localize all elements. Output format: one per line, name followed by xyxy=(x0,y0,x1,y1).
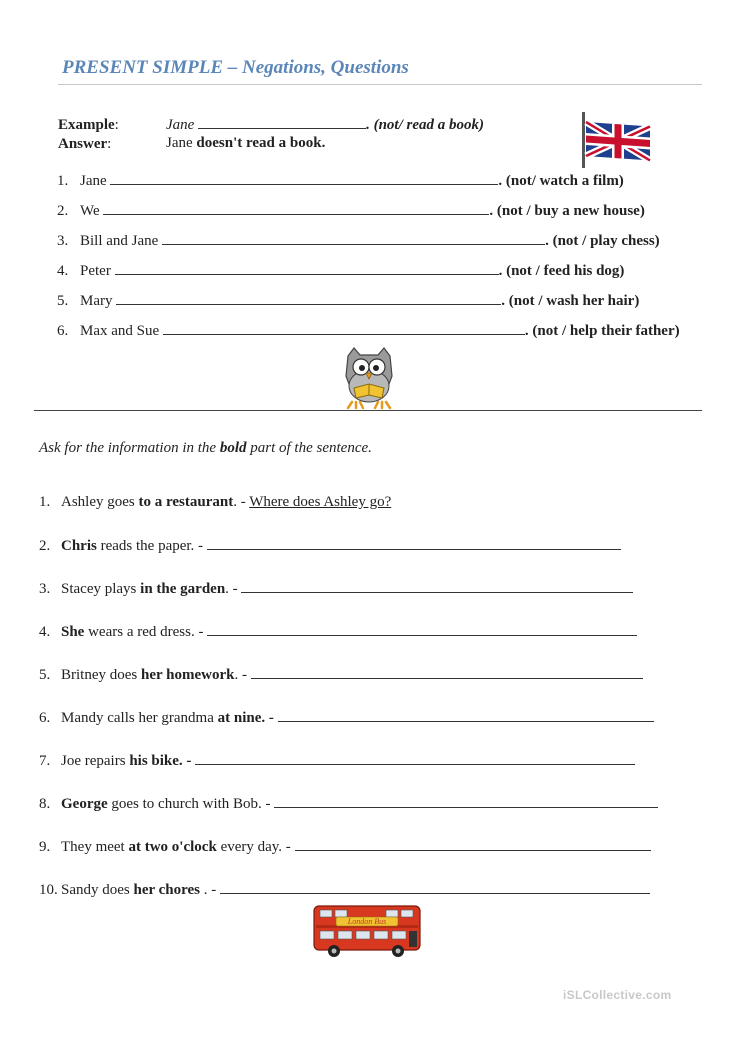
sentence-text-end: every day. - xyxy=(216,839,291,855)
instruction-bold: bold xyxy=(219,440,247,456)
item-number: 3. xyxy=(57,233,69,249)
example-sentence xyxy=(166,116,484,134)
item-subject: Bill and Jane xyxy=(80,233,159,249)
sentence-text: Mandy calls her grandma xyxy=(61,710,218,726)
example-blank xyxy=(198,116,366,129)
sentence-text-end: . - xyxy=(200,882,217,898)
negation-item xyxy=(57,292,639,310)
answer-prefix: Jane xyxy=(166,135,193,151)
item-hint: . (not / wash her hair) xyxy=(501,293,640,309)
example-answer: Where does Ashley go? xyxy=(249,494,392,510)
item-subject: Max and Sue xyxy=(80,323,160,339)
sentence-text-end: goes to church with Bob. - xyxy=(107,796,271,812)
question-item xyxy=(39,623,637,641)
sentence-bold: at nine. - xyxy=(217,710,274,726)
page-title: PRESENT SIMPLE – Negations, Questions xyxy=(62,57,409,78)
item-subject: Jane xyxy=(80,173,107,189)
answer-label: Answer xyxy=(58,136,108,152)
answer-blank[interactable] xyxy=(163,322,525,335)
bus-sign-text: London Bus xyxy=(347,917,387,926)
item-number: 4. xyxy=(39,624,51,640)
site-watermark: iSLCollective.com xyxy=(563,988,672,1002)
item-hint: . (not / help their father) xyxy=(524,323,680,339)
item-subject: Mary xyxy=(80,293,113,309)
question-item xyxy=(39,494,391,511)
item-number: 1. xyxy=(39,494,51,510)
question-item xyxy=(39,795,658,813)
instruction-text: Ask for the information in the xyxy=(39,440,220,456)
answer-blank[interactable] xyxy=(195,752,635,765)
sentence-bold: She xyxy=(61,624,85,640)
example-hint: . (not/ read a book) xyxy=(366,117,484,133)
title-divider xyxy=(58,84,702,85)
sentence-text: Britney does xyxy=(61,667,141,683)
instruction-text-end: part of the sentence. xyxy=(246,440,372,456)
item-hint: . (not / buy a new house) xyxy=(489,203,645,219)
sentence-text-end: . - xyxy=(233,494,246,510)
answer-blank[interactable] xyxy=(207,537,621,550)
answer-sentence xyxy=(166,135,325,152)
question-item xyxy=(39,838,651,856)
answer-blank[interactable] xyxy=(274,795,658,808)
item-number: 2. xyxy=(57,203,69,219)
question-item xyxy=(39,752,635,770)
item-hint: . (not / feed his dog) xyxy=(498,263,625,279)
example-label: Example xyxy=(58,117,115,133)
answer-bold: doesn't read a book. xyxy=(196,135,326,151)
answer-blank[interactable] xyxy=(103,202,489,215)
example-row xyxy=(58,116,119,134)
answer-blank[interactable] xyxy=(278,709,654,722)
sentence-text: Stacey plays xyxy=(61,581,141,597)
example-colon: : xyxy=(114,117,119,133)
sentence-text-end: . - xyxy=(234,667,247,683)
negation-item xyxy=(57,322,680,340)
item-hint: . (not/ watch a film) xyxy=(498,173,624,189)
negation-item xyxy=(57,202,645,220)
item-number: 5. xyxy=(57,293,69,309)
negation-item xyxy=(57,172,624,190)
sentence-text-end: wears a red dress. - xyxy=(84,624,204,640)
answer-row xyxy=(58,135,111,153)
item-number: 6. xyxy=(39,710,51,726)
item-number: 1. xyxy=(57,173,69,189)
item-subject: We xyxy=(80,203,100,219)
sentence-bold: George xyxy=(61,796,108,812)
negation-item xyxy=(57,232,660,250)
item-hint: . (not / play chess) xyxy=(545,233,660,249)
answer-blank[interactable] xyxy=(295,838,651,851)
question-item xyxy=(39,881,650,899)
item-number: 9. xyxy=(39,839,51,855)
sentence-text: Sandy does xyxy=(61,882,134,898)
owl-reading-icon xyxy=(338,346,400,410)
answer-colon: : xyxy=(107,136,112,152)
sentence-text: Ashley goes xyxy=(61,494,139,510)
instruction xyxy=(39,440,372,457)
item-number: 10. xyxy=(39,882,58,898)
uk-flag-icon xyxy=(578,110,658,170)
negation-item xyxy=(57,262,624,280)
sentence-text: Joe repairs xyxy=(61,753,130,769)
answer-blank[interactable] xyxy=(116,292,501,305)
answer-blank[interactable] xyxy=(241,580,633,593)
answer-blank[interactable] xyxy=(207,623,637,636)
sentence-bold: to a restaurant xyxy=(138,494,234,510)
item-subject: Peter xyxy=(80,263,111,279)
question-item xyxy=(39,580,633,598)
item-number: 3. xyxy=(39,581,51,597)
question-item xyxy=(39,537,621,555)
sentence-bold: Chris xyxy=(61,538,97,554)
answer-blank[interactable] xyxy=(115,262,499,275)
example-subject: Jane xyxy=(166,117,195,133)
item-number: 7. xyxy=(39,753,51,769)
question-item xyxy=(39,666,643,684)
item-number: 2. xyxy=(39,538,51,554)
sentence-text-end: . - xyxy=(225,581,238,597)
question-item xyxy=(39,709,654,727)
answer-blank[interactable] xyxy=(220,881,650,894)
section-divider xyxy=(34,410,702,411)
sentence-bold: at two o'clock xyxy=(128,839,217,855)
sentence-bold: his bike. - xyxy=(129,753,192,769)
sentence-bold: her homework xyxy=(141,667,235,683)
sentence-text: They meet xyxy=(61,839,129,855)
london-bus-icon xyxy=(310,902,426,962)
item-number: 6. xyxy=(57,323,69,339)
sentence-bold: in the garden xyxy=(140,581,226,597)
sentence-text-end: reads the paper. - xyxy=(96,538,204,554)
item-number: 8. xyxy=(39,796,51,812)
item-number: 5. xyxy=(39,667,51,683)
sentence-bold: her chores xyxy=(133,882,201,898)
answer-blank[interactable] xyxy=(110,172,498,185)
item-number: 4. xyxy=(57,263,69,279)
answer-blank[interactable] xyxy=(162,232,545,245)
answer-blank[interactable] xyxy=(251,666,643,679)
